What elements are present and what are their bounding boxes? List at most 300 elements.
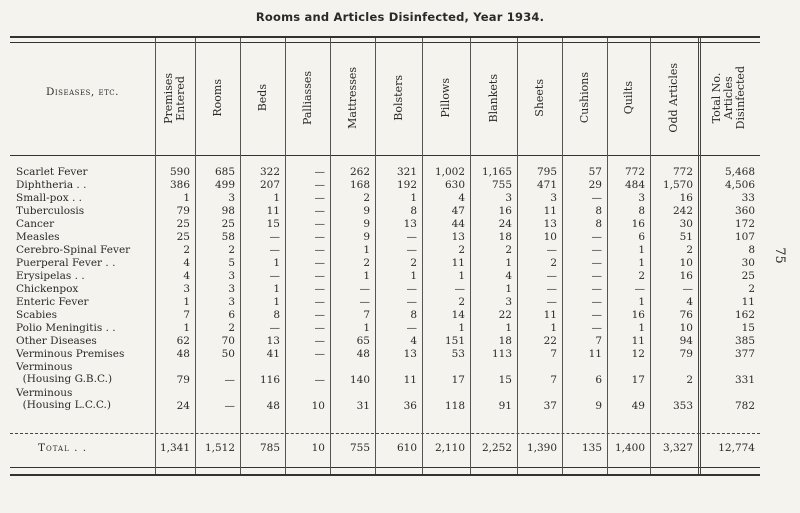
table-cell: 1: [638, 244, 645, 256]
column-header: [195, 46, 240, 150]
table-cell: 1: [550, 322, 557, 334]
table-cell: 499: [214, 179, 235, 191]
table-cell: —: [314, 218, 325, 230]
table-cell: 4: [686, 296, 693, 308]
table-cell: 79: [176, 205, 190, 217]
row-label: Total . .: [38, 442, 88, 454]
table-cell: 11: [543, 309, 557, 321]
table-cell: 7: [550, 374, 557, 386]
total-rule: [10, 433, 760, 434]
table-cell: 610: [396, 442, 417, 454]
table-cell: —: [591, 283, 602, 295]
table-cell: —: [224, 374, 235, 386]
table-cell: 2: [686, 374, 693, 386]
table-cell: 6: [228, 309, 235, 321]
table-cell: 2: [228, 322, 235, 334]
table-row: [10, 348, 760, 361]
column-header-label: Mattresses: [345, 67, 359, 129]
table-cell: 25: [741, 270, 755, 282]
table-cell: 1,390: [526, 442, 557, 454]
table-cell: —: [546, 296, 557, 308]
table-cell: 755: [349, 442, 370, 454]
table-cell: 2: [638, 270, 645, 282]
table-cell: 18: [498, 335, 512, 347]
table-row: [10, 179, 760, 192]
table-cell: 13: [403, 218, 417, 230]
table-row: [10, 205, 760, 218]
table-cell: 8: [595, 205, 602, 217]
table-cell: 25: [221, 218, 235, 230]
table-cell: 33: [741, 192, 755, 204]
table-cell: 91: [498, 400, 512, 412]
table-cell: 5: [228, 257, 235, 269]
column-divider: [240, 38, 241, 474]
column-divider: [285, 38, 286, 474]
row-label: Measles: [16, 231, 60, 243]
table-cell: —: [406, 296, 417, 308]
table-cell: 37: [543, 400, 557, 412]
table-cell: 7: [363, 309, 370, 321]
table-cell: 48: [176, 348, 190, 360]
header-diseases: Diseases, etc.: [46, 86, 119, 98]
table-cell: 30: [741, 257, 755, 269]
table-cell: —: [314, 322, 325, 334]
header-rule: [10, 155, 760, 156]
table-cell: 377: [734, 348, 755, 360]
table-cell: 3: [228, 270, 235, 282]
table-cell: 2: [228, 244, 235, 256]
table-cell: 2: [550, 257, 557, 269]
table-cell: 2: [363, 257, 370, 269]
table-cell: 1: [505, 322, 512, 334]
column-divider: [650, 38, 651, 474]
table-cell: 3: [638, 192, 645, 204]
table-cell: 9: [363, 218, 370, 230]
table-cell: 3: [228, 296, 235, 308]
table-cell: 10: [679, 257, 693, 269]
table-cell: 12,774: [718, 442, 755, 454]
column-header: [240, 46, 285, 150]
row-label: Enteric Fever: [16, 296, 89, 308]
table-cell: —: [359, 296, 370, 308]
table-row: [10, 244, 760, 257]
table-cell: 685: [214, 166, 235, 178]
table-cell: 11: [588, 348, 602, 360]
table-cell: 2: [458, 296, 465, 308]
row-label: Scabies: [16, 309, 58, 321]
table-cell: 321: [396, 166, 417, 178]
table-cell: 53: [451, 348, 465, 360]
table-cell: 2,252: [481, 442, 512, 454]
table-cell: 4: [458, 192, 465, 204]
table-cell: 7: [595, 335, 602, 347]
table-cell: —: [314, 309, 325, 321]
row-label: Polio Meningitis . .: [16, 322, 116, 334]
bottom-rule: [10, 467, 760, 468]
table-cell: 1: [410, 192, 417, 204]
table-row: [10, 387, 760, 412]
table-row: [10, 166, 760, 179]
table-cell: —: [406, 283, 417, 295]
table-cell: 70: [221, 335, 235, 347]
table-cell: —: [314, 283, 325, 295]
column-header-label: Bolsters: [391, 75, 405, 121]
table-cell: —: [406, 231, 417, 243]
table-cell: 10: [311, 400, 325, 412]
table-cell: —: [634, 283, 645, 295]
table-cell: 9: [363, 231, 370, 243]
table-cell: 8: [638, 205, 645, 217]
table-cell: 4: [183, 270, 190, 282]
column-divider: [470, 38, 471, 474]
table-cell: 17: [451, 374, 465, 386]
table-cell: 3,327: [662, 442, 693, 454]
table-cell: 48: [356, 348, 370, 360]
table-cell: 47: [451, 205, 465, 217]
table-cell: —: [591, 270, 602, 282]
table-cell: —: [314, 270, 325, 282]
column-header-label: Blankets: [486, 73, 500, 123]
row-label: Puerperal Fever . .: [16, 257, 116, 269]
table-cell: 140: [349, 374, 370, 386]
table-cell: 1: [505, 283, 512, 295]
table-row: [10, 296, 760, 309]
column-header-label: Beds: [255, 84, 269, 112]
table-cell: 3: [550, 192, 557, 204]
table-cell: 1,570: [662, 179, 693, 191]
column-header-label: Palliasses: [300, 70, 314, 126]
table-cell: 1: [458, 322, 465, 334]
table-cell: 630: [444, 179, 465, 191]
table-row: [10, 257, 760, 270]
table-cell: —: [269, 231, 280, 243]
row-label: Scarlet Fever: [16, 166, 88, 178]
table-cell: 385: [734, 335, 755, 347]
table-cell: 1: [638, 296, 645, 308]
table-cell: 14: [451, 309, 465, 321]
table-cell: 15: [498, 374, 512, 386]
table-cell: 1: [273, 257, 280, 269]
table-cell: 4: [183, 257, 190, 269]
row-label: Erysipelas . .: [16, 270, 85, 282]
column-divider: [375, 38, 376, 474]
column-header-label: Cushions: [577, 72, 591, 124]
table-cell: 17: [631, 374, 645, 386]
table-cell: —: [314, 257, 325, 269]
table-cell: 3: [505, 192, 512, 204]
column-header-label: Pillows: [439, 78, 452, 118]
table-cell: 11: [543, 205, 557, 217]
table-row: [10, 218, 760, 231]
table-cell: 2: [458, 244, 465, 256]
table-cell: 1: [458, 270, 465, 282]
column-header: [607, 46, 650, 150]
column-header: [470, 46, 517, 150]
table-cell: 49: [631, 400, 645, 412]
table-cell: 41: [266, 348, 280, 360]
table-cell: 44: [451, 218, 465, 230]
table-cell: 6: [595, 374, 602, 386]
table-cell: 10: [311, 442, 325, 454]
table-cell: 98: [221, 205, 235, 217]
table-cell: 1: [638, 322, 645, 334]
table-row: [10, 361, 760, 386]
row-label: Tuberculosis: [16, 205, 85, 217]
table-cell: 58: [221, 231, 235, 243]
table-cell: 11: [403, 374, 417, 386]
table-cell: —: [546, 270, 557, 282]
table-cell: 25: [176, 218, 190, 230]
table-cell: 484: [624, 179, 645, 191]
table-cell: 1: [363, 322, 370, 334]
table-cell: 135: [581, 442, 602, 454]
table-cell: 2: [410, 257, 417, 269]
table-cell: 118: [444, 400, 465, 412]
table-cell: —: [314, 205, 325, 217]
table-cell: 353: [672, 400, 693, 412]
table-cell: 11: [266, 205, 280, 217]
column-header: [422, 46, 470, 150]
table-cell: 4,506: [724, 179, 755, 191]
table-cell: 322: [259, 166, 280, 178]
table-cell: 1,512: [204, 442, 235, 454]
table-cell: —: [591, 192, 602, 204]
table-cell: —: [314, 296, 325, 308]
table-cell: 795: [536, 166, 557, 178]
table-cell: 65: [356, 335, 370, 347]
table-cell: 22: [543, 335, 557, 347]
row-label: Chickenpox: [16, 283, 79, 295]
table-cell: 1: [273, 192, 280, 204]
table-cell: —: [591, 257, 602, 269]
table-cell: 331: [734, 374, 755, 386]
table-cell: —: [591, 322, 602, 334]
table-cell: 1: [183, 296, 190, 308]
table-cell: —: [406, 322, 417, 334]
table-cell: 8: [748, 244, 755, 256]
table-cell: 76: [679, 309, 693, 321]
column-header: [650, 46, 698, 150]
table-cell: 2: [748, 283, 755, 295]
table-cell: 262: [349, 166, 370, 178]
column-header: [285, 46, 330, 150]
table-cell: 94: [679, 335, 693, 347]
table-cell: —: [546, 244, 557, 256]
table-cell: 7: [550, 348, 557, 360]
table-cell: 79: [176, 374, 190, 386]
table-cell: 785: [259, 442, 280, 454]
table-cell: 79: [679, 348, 693, 360]
row-label: Cancer: [16, 218, 55, 230]
row-label: Verminous (Housing L.C.C.): [16, 387, 111, 411]
top-rule: [10, 42, 760, 43]
table-cell: 360: [734, 205, 755, 217]
table-cell: 1,002: [434, 166, 465, 178]
table-cell: 6: [638, 231, 645, 243]
table-cell: 36: [403, 400, 417, 412]
table-cell: 16: [631, 309, 645, 321]
table-cell: 8: [595, 218, 602, 230]
table-cell: 590: [169, 166, 190, 178]
row-label: Small-pox . .: [16, 192, 82, 204]
row-label: Diphtheria . .: [16, 179, 87, 191]
table-cell: 772: [672, 166, 693, 178]
table-cell: —: [269, 270, 280, 282]
table-cell: 1: [273, 296, 280, 308]
column-header: [562, 46, 607, 150]
table-cell: —: [224, 400, 235, 412]
table-cell: 113: [491, 348, 512, 360]
table-cell: 1: [410, 270, 417, 282]
column-header: [155, 46, 195, 150]
disinfection-table: [10, 36, 760, 476]
row-label: Verminous Premises: [16, 348, 125, 360]
page-title: Rooms and Articles Disinfected, Year 1934.: [255, 10, 545, 24]
table-cell: —: [314, 166, 325, 178]
column-header-label: Odd Articles: [667, 63, 680, 133]
table-cell: 50: [221, 348, 235, 360]
table-cell: 1,165: [481, 166, 512, 178]
column-header: [698, 46, 760, 150]
column-divider: [562, 38, 563, 474]
table-cell: 10: [679, 322, 693, 334]
table-cell: 192: [396, 179, 417, 191]
column-divider: [422, 38, 423, 474]
table-cell: 5,468: [724, 166, 755, 178]
column-header-label: Premises Entered: [162, 72, 187, 124]
table-cell: 57: [588, 166, 602, 178]
table-cell: —: [314, 374, 325, 386]
table-cell: 2,110: [434, 442, 465, 454]
table-cell: 2: [363, 192, 370, 204]
table-cell: —: [314, 231, 325, 243]
table-cell: 8: [273, 309, 280, 321]
table-cell: 3: [228, 192, 235, 204]
table-cell: 2: [686, 244, 693, 256]
table-cell: 51: [679, 231, 693, 243]
table-cell: 1: [183, 192, 190, 204]
table-cell: 8: [410, 309, 417, 321]
table-cell: 172: [734, 218, 755, 230]
row-label: Verminous (Housing G.B.C.): [16, 361, 113, 385]
table-cell: —: [314, 244, 325, 256]
column-header-label: Sheets: [532, 79, 546, 117]
table-cell: 772: [624, 166, 645, 178]
table-cell: 3: [228, 283, 235, 295]
table-cell: —: [269, 244, 280, 256]
table-cell: 18: [498, 231, 512, 243]
table-cell: 31: [356, 400, 370, 412]
table-cell: 11: [741, 296, 755, 308]
table-cell: —: [314, 335, 325, 347]
table-cell: 13: [403, 348, 417, 360]
table-cell: 755: [491, 179, 512, 191]
table-cell: 162: [734, 309, 755, 321]
table-cell: 2: [505, 244, 512, 256]
table-cell: 4: [410, 335, 417, 347]
table-cell: 207: [259, 179, 280, 191]
table-cell: 116: [259, 374, 280, 386]
table-cell: 3: [183, 283, 190, 295]
table-cell: —: [454, 283, 465, 295]
table-cell: 1: [505, 257, 512, 269]
table-cell: 13: [266, 335, 280, 347]
table-row: [10, 322, 760, 335]
table-cell: 13: [543, 218, 557, 230]
column-header: [330, 46, 375, 150]
table-cell: —: [591, 309, 602, 321]
table-cell: —: [359, 283, 370, 295]
column-divider: [195, 38, 196, 474]
table-cell: 25: [176, 231, 190, 243]
table-cell: 16: [498, 205, 512, 217]
table-cell: 1: [638, 257, 645, 269]
table-cell: 16: [679, 192, 693, 204]
table-cell: 22: [498, 309, 512, 321]
table-row: [10, 270, 760, 283]
table-cell: 15: [266, 218, 280, 230]
table-cell: 9: [363, 205, 370, 217]
column-header-label: Total No. Articles Disinfected: [710, 66, 747, 130]
table-cell: 3: [505, 296, 512, 308]
table-cell: 782: [734, 400, 755, 412]
table-cell: 1,400: [614, 442, 645, 454]
total-row: [10, 442, 760, 455]
table-cell: —: [682, 283, 693, 295]
table-cell: 48: [266, 400, 280, 412]
table-cell: 471: [536, 179, 557, 191]
table-cell: —: [406, 244, 417, 256]
table-cell: 29: [588, 179, 602, 191]
table-row: [10, 231, 760, 244]
row-label: Cerebro-Spinal Fever: [16, 244, 131, 256]
table-cell: 24: [498, 218, 512, 230]
column-header: [517, 46, 562, 150]
table-cell: 168: [349, 179, 370, 191]
table-cell: 1: [183, 322, 190, 334]
column-divider: [517, 38, 518, 474]
table-cell: 62: [176, 335, 190, 347]
column-divider: [155, 38, 156, 474]
column-header-label: Rooms: [210, 79, 224, 117]
table-cell: 242: [672, 205, 693, 217]
table-cell: 7: [183, 309, 190, 321]
table-cell: 386: [169, 179, 190, 191]
table-cell: 13: [451, 231, 465, 243]
table-cell: 151: [444, 335, 465, 347]
table-cell: 4: [505, 270, 512, 282]
table-cell: 11: [631, 335, 645, 347]
table-cell: 9: [595, 400, 602, 412]
table-cell: 11: [451, 257, 465, 269]
table-row: [10, 309, 760, 322]
table-cell: 1: [363, 244, 370, 256]
column-header-label: Quilts: [621, 81, 635, 115]
table-cell: —: [546, 283, 557, 295]
table-row: [10, 283, 760, 296]
table-cell: 8: [410, 205, 417, 217]
table-cell: 30: [679, 218, 693, 230]
table-cell: 12: [631, 348, 645, 360]
table-cell: 1: [363, 270, 370, 282]
table-cell: 1,341: [159, 442, 190, 454]
table-cell: —: [314, 192, 325, 204]
table-cell: 24: [176, 400, 190, 412]
table-cell: 1: [273, 283, 280, 295]
table-cell: —: [269, 322, 280, 334]
table-cell: 10: [543, 231, 557, 243]
table-cell: 15: [741, 322, 755, 334]
